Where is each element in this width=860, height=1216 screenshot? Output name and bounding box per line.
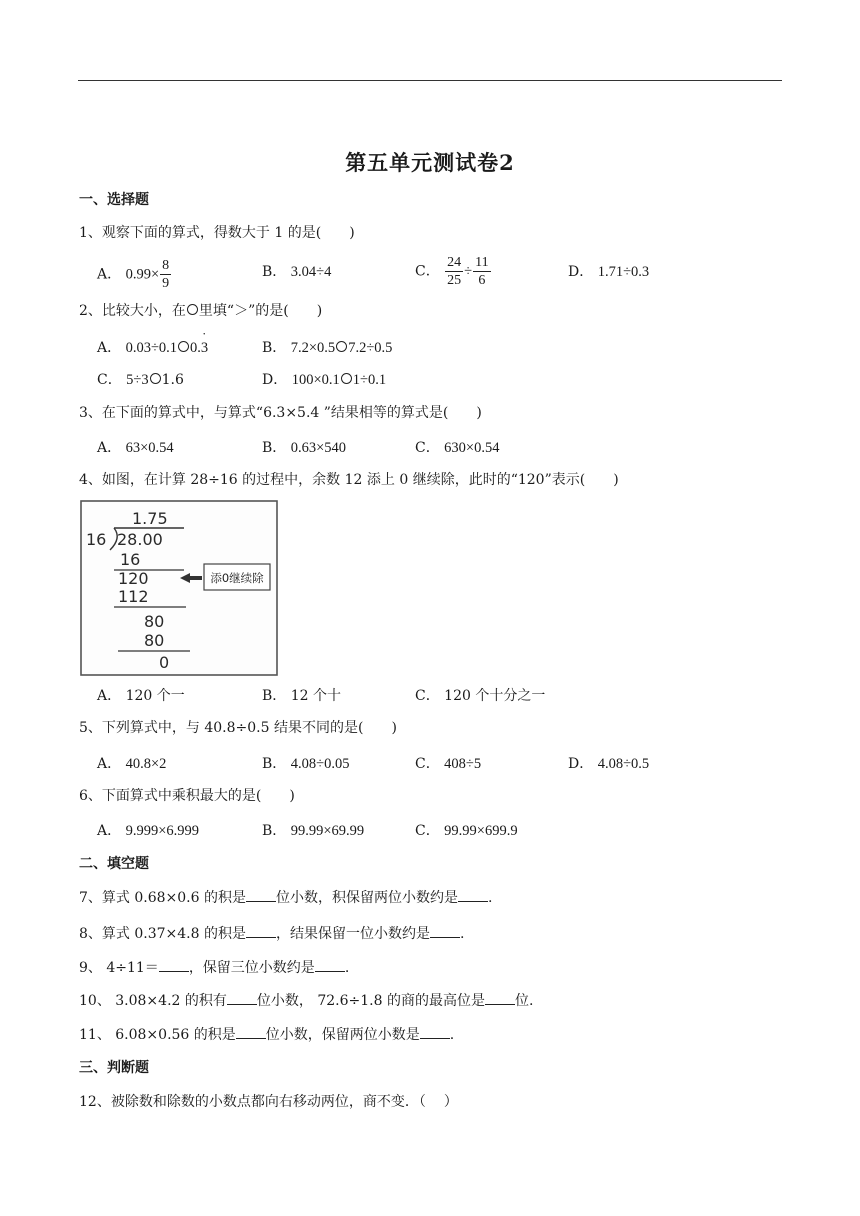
fraction-denominator: 9 xyxy=(162,276,170,291)
q2-option-a-repeating-digit: 3 ˙ xyxy=(201,338,208,358)
question-2-stem-a: 2、比较大小，在 xyxy=(79,303,186,319)
q3-option-b-expr: 0.63×540 xyxy=(290,440,347,456)
q2-option-b xyxy=(262,338,392,358)
division-divisor: 16 xyxy=(86,530,107,549)
question-10 xyxy=(79,991,533,1011)
fraction-denominator: 6 xyxy=(478,273,486,288)
answer-blank[interactable] xyxy=(485,991,515,1005)
q3-option-a-expr: 63×0.54 xyxy=(125,440,174,456)
fraction-numerator: 24 xyxy=(447,255,462,270)
question-4 xyxy=(79,470,619,490)
section-heading-fill: 二、填空题 xyxy=(79,856,149,872)
section-heading-choice: 一、选择题 xyxy=(79,192,149,208)
question-11-part-c: . xyxy=(449,1027,455,1043)
q4-option-a-label: A． xyxy=(97,688,122,704)
q2-option-d-label: D． xyxy=(262,372,288,388)
question-5 xyxy=(79,718,397,738)
q6-option-b xyxy=(262,821,364,841)
q2-option-c-left: 5÷3 xyxy=(126,372,149,388)
question-4-close: ) xyxy=(613,472,619,488)
section-heading-judge: 三、判断题 xyxy=(79,1060,149,1076)
circle-blank-icon xyxy=(187,304,198,315)
q1-option-c-fraction-1 xyxy=(445,255,463,288)
division-row-112: 112 xyxy=(118,587,149,606)
question-12-text: 12、被除数和除数的小数点都向右移动两位，商不变．（ xyxy=(79,1094,426,1110)
question-2-stem-b: 里填“＞”的是( xyxy=(198,303,289,319)
fraction-numerator: 11 xyxy=(475,255,489,270)
q6-option-a-expr: 9.999×6.999 xyxy=(125,823,200,839)
question-2 xyxy=(79,301,322,321)
question-5-stem: 5、下列算式中，与 40.8÷0.5 结果不同的是( xyxy=(79,720,364,736)
answer-blank[interactable] xyxy=(227,991,257,1005)
circle-blank-icon xyxy=(150,373,161,384)
q6-option-c-expr: 99.99×699.9 xyxy=(444,823,518,839)
question-12-close: ） xyxy=(443,1094,458,1110)
q3-option-b xyxy=(262,438,346,458)
q1-option-a-expr: 0.99× xyxy=(125,266,160,283)
q2-option-b-label: B． xyxy=(262,340,287,356)
answer-blank[interactable] xyxy=(458,888,488,902)
fraction-denominator: 25 xyxy=(447,273,462,288)
q4-option-b-label: B． xyxy=(262,688,287,704)
q1-option-b-expr: 3.04÷4 xyxy=(290,264,332,280)
question-1 xyxy=(79,223,355,243)
q4-option-a-text: 120 个一 xyxy=(125,688,185,704)
division-row-80b: 80 xyxy=(144,631,165,650)
question-3 xyxy=(79,403,482,423)
question-9-part-c: . xyxy=(344,960,350,976)
q6-option-a-label: A． xyxy=(97,823,122,839)
long-division-figure xyxy=(80,500,278,676)
q5-option-c xyxy=(415,754,481,774)
question-11-part-a: 11、 6.08×0.56 的积是 xyxy=(79,1027,236,1043)
question-9-part-a: 9、 4÷11＝ xyxy=(79,960,159,976)
answer-blank[interactable] xyxy=(430,924,460,938)
q1-option-c xyxy=(415,255,492,288)
q1-option-d-label: D． xyxy=(568,264,594,280)
q2-option-a-left: 0.03÷0.1 xyxy=(125,340,178,356)
q6-option-c xyxy=(415,821,518,841)
q3-option-a xyxy=(97,438,174,458)
question-7 xyxy=(79,888,492,908)
q3-option-a-label: A． xyxy=(97,440,122,456)
q2-option-d-left: 100×0.1 xyxy=(291,372,340,388)
question-1-stem: 1、观察下面的算式，得数大于 1 的是( xyxy=(79,225,322,241)
q4-option-b-text: 12 个十 xyxy=(290,688,342,704)
question-3-stem: 3、在下面的算式中，与算式“6.3×5.4 ”结果相等的算式是( xyxy=(79,405,449,421)
question-8-part-b: ，结果保留一位小数约是 xyxy=(275,926,430,942)
fraction-numerator: 8 xyxy=(162,258,170,273)
division-row-80a: 80 xyxy=(144,612,165,631)
q2-option-c-right: 1.6 xyxy=(161,372,184,388)
q2-option-a xyxy=(97,338,208,358)
q5-option-d-label: D． xyxy=(568,756,594,772)
q3-option-c xyxy=(415,438,499,458)
question-9 xyxy=(79,958,349,978)
answer-blank[interactable] xyxy=(236,1025,266,1039)
question-10-part-a: 10、 3.08×4.2 的积有 xyxy=(79,993,227,1009)
q2-option-c xyxy=(97,370,184,390)
q3-option-b-label: B． xyxy=(262,440,287,456)
q5-option-b xyxy=(262,754,349,774)
question-3-close: ) xyxy=(476,405,482,421)
question-4-stem: 4、如图，在计算 28÷16 的过程中，余数 12 添上 0 继续除，此时的“120”表示( xyxy=(79,472,586,488)
q1-option-b-label: B． xyxy=(262,264,287,280)
division-row-0: 0 xyxy=(159,653,170,672)
circle-blank-icon xyxy=(178,341,189,352)
answer-blank[interactable] xyxy=(420,1025,450,1039)
note-text: 添0继续除 xyxy=(210,571,264,585)
question-6-close: ) xyxy=(289,788,295,804)
division-quotient: 1.75 xyxy=(132,509,168,528)
q6-option-c-label: C． xyxy=(415,823,440,839)
circle-blank-icon xyxy=(336,341,347,352)
q4-option-c-text: 120 个十分之一 xyxy=(444,688,546,704)
question-2-close: ) xyxy=(316,303,323,319)
q1-option-a-label: A． xyxy=(97,266,122,283)
question-7-part-c: . xyxy=(487,890,493,906)
q1-option-a xyxy=(97,258,172,291)
q6-option-b-expr: 99.99×69.99 xyxy=(290,823,365,839)
answer-blank[interactable] xyxy=(159,958,189,972)
question-7-part-a: 7、算式 0.68×0.6 的积是 xyxy=(79,890,246,906)
q1-option-c-label: C． xyxy=(415,263,440,280)
q3-option-c-label: C． xyxy=(415,440,440,456)
q1-option-c-operator: ÷ xyxy=(464,263,473,280)
q5-option-a-label: A． xyxy=(97,756,122,772)
question-9-part-b: ，保留三位小数约是 xyxy=(188,960,315,976)
header-rule xyxy=(78,80,782,81)
q1-option-c-fraction-2 xyxy=(473,255,490,288)
question-7-part-b: 位小数，积保留两位小数约是 xyxy=(275,890,458,906)
circle-blank-icon xyxy=(341,373,352,384)
q2-option-a-right: 0. xyxy=(190,340,201,356)
q4-option-c-label: C． xyxy=(415,688,440,704)
q5-option-a xyxy=(97,754,166,774)
question-1-close: ) xyxy=(349,225,355,241)
q4-option-a xyxy=(97,686,185,706)
question-10-part-c: 位. xyxy=(514,993,534,1009)
q5-option-d-expr: 4.08÷0.5 xyxy=(597,756,650,772)
q1-option-d xyxy=(568,262,649,282)
question-6 xyxy=(79,786,295,806)
q5-option-d xyxy=(568,754,649,774)
q1-option-d-expr: 1.71÷0.3 xyxy=(597,264,650,280)
question-8 xyxy=(79,924,464,944)
answer-blank[interactable] xyxy=(246,888,276,902)
q1-option-a-fraction xyxy=(160,258,171,291)
question-11 xyxy=(79,1025,454,1045)
q5-option-b-label: B． xyxy=(262,756,287,772)
page-title: 第五单元测试卷2 xyxy=(345,150,515,175)
answer-blank[interactable] xyxy=(315,958,345,972)
q2-option-d xyxy=(262,370,386,390)
q5-option-a-expr: 40.8×2 xyxy=(125,756,167,772)
q2-option-d-right: 1÷0.1 xyxy=(352,372,387,388)
q2-option-b-left: 7.2×0.5 xyxy=(290,340,336,356)
answer-blank[interactable] xyxy=(246,924,276,938)
question-6-stem: 6、下面算式中乘积最大的是( xyxy=(79,788,262,804)
q2-option-b-right: 7.2÷0.5 xyxy=(348,340,393,356)
q2-option-c-label: C． xyxy=(97,372,122,388)
question-11-part-b: 位小数，保留两位小数是 xyxy=(265,1027,420,1043)
division-row-16: 16 xyxy=(120,550,141,569)
question-8-part-a: 8、算式 0.37×4.8 的积是 xyxy=(79,926,246,942)
question-12 xyxy=(79,1092,458,1112)
q6-option-a xyxy=(97,821,199,841)
q4-option-b xyxy=(262,686,341,706)
q6-option-b-label: B． xyxy=(262,823,287,839)
division-dividend: 28.00 xyxy=(117,530,163,549)
q2-option-a-label: A． xyxy=(97,340,122,356)
q3-option-c-expr: 630×0.54 xyxy=(444,440,500,456)
question-5-close: ) xyxy=(391,720,397,736)
q1-option-b xyxy=(262,262,331,282)
question-10-part-b: 位小数， 72.6÷1.8 的商的最高位是 xyxy=(256,993,485,1009)
division-row-120: 120 xyxy=(118,569,149,588)
q5-option-c-label: C． xyxy=(415,756,440,772)
question-8-part-c: . xyxy=(459,926,465,942)
q5-option-b-expr: 4.08÷0.05 xyxy=(290,756,350,772)
q5-option-c-expr: 408÷5 xyxy=(444,756,482,772)
q4-option-c xyxy=(415,686,545,706)
